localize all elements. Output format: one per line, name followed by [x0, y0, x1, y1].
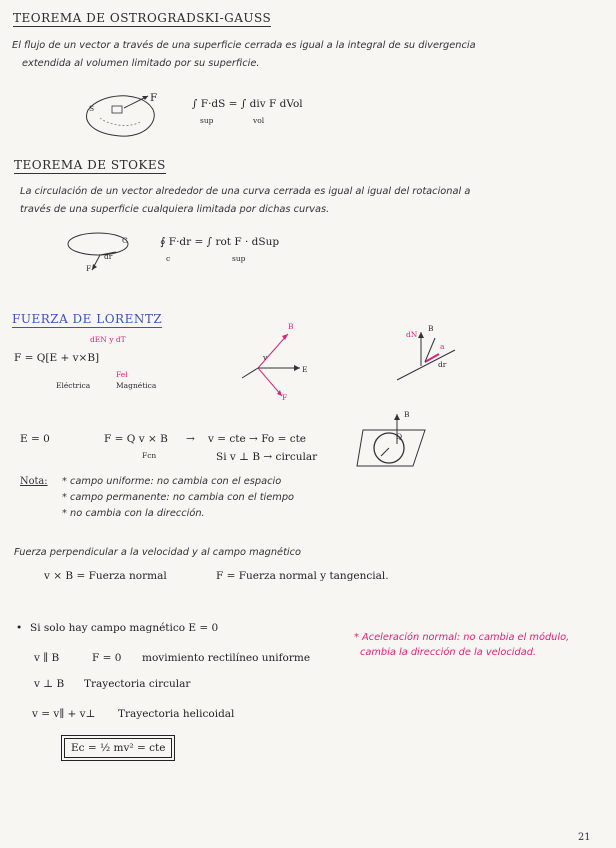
nota-label: Nota: — [20, 476, 48, 487]
gauss-fig-F: F — [150, 92, 158, 104]
lorentz-diagram-1 — [240, 318, 320, 408]
stokes-sub-sup: sup — [232, 254, 246, 263]
gauss-formula: ∫ F·dS = ∫ div F dVol — [192, 98, 303, 110]
lorentz-under-electrica: Eléctrica — [56, 381, 91, 390]
e0-label: E = 0 — [20, 433, 50, 445]
gauss-sub-vol: vol — [253, 116, 265, 125]
solo-text: Si solo hay campo magnético E = 0 — [30, 622, 219, 634]
energy-box: Ec = ½ mv² = cte — [64, 738, 172, 758]
solo-r3-left: v = v∥ + v⊥ — [32, 708, 96, 720]
lorentz-diag1-E: E — [302, 365, 308, 374]
lorentz-formula: F = Q[E + v×B] — [14, 352, 100, 364]
lorentz-diagram-3 — [355, 410, 435, 470]
lorentz-diag1-F: F — [282, 393, 288, 402]
solo-r2-left: v ⊥ B — [34, 678, 65, 690]
stokes-sub-c: c — [166, 254, 171, 263]
fuerza-line: Fuerza perpendicular a la velocidad y al campo magnético — [14, 547, 302, 558]
lorentz-under-magnetica: Magnética — [116, 381, 157, 390]
solo-r3-right: Trayectoria helicoidal — [118, 708, 235, 720]
lorentz-title: FUERZA DE LORENTZ — [12, 312, 163, 326]
solo-r1-left: v ∥ B — [34, 652, 60, 664]
solo-bullet: • — [16, 622, 23, 634]
fuerza-right: F = Fuerza normal y tangencial. — [216, 570, 389, 582]
e0-r2: Si v ⊥ B → circular — [216, 451, 318, 463]
nota-item: * campo uniforme: no cambia con el espacio — [62, 476, 282, 487]
gauss-text-line2: extendida al volumen limitado por su superficie. — [22, 58, 260, 69]
stokes-fig-C: C — [122, 236, 128, 245]
stokes-text-line2: través de una superficie cualquiera limitada por dichas curvas. — [20, 204, 330, 215]
stokes-fig-F: F — [86, 264, 92, 273]
gauss-sub-sup: sup — [200, 116, 214, 125]
nota-item: * no cambia con la dirección. — [62, 508, 205, 519]
nota-item: * campo permanente: no cambia con el tiempo — [62, 492, 295, 503]
lorentz-diag3-Q: Q — [396, 432, 403, 441]
page-number: 21 — [578, 832, 591, 843]
stokes-formula: ∮ F·dr = ∫ rot F · dSup — [160, 236, 280, 248]
solo-r2-right: Trayectoria circular — [84, 678, 191, 690]
lorentz-diag2-dr: dr — [438, 360, 447, 369]
e0-force: F = Q v × B — [104, 433, 168, 445]
stokes-text-line1: La circulación de un vector alrededor de una curva cerrada es igual al igual del rotacional a — [20, 186, 471, 197]
gauss-text-line1: El flujo de un vector a través de una superficie cerrada es igual a la integral de su divergencia — [12, 40, 476, 51]
lorentz-above: dEN y dT — [90, 335, 126, 344]
e0-arrow: → — [186, 433, 195, 445]
gauss-fig-S: S — [89, 104, 95, 113]
solo-r1-right: movimiento rectilíneo uniforme — [142, 652, 311, 664]
lorentz-diag2-a: a — [440, 342, 445, 351]
stokes-title: TEOREMA DE STOKES — [14, 158, 166, 172]
pink-note-line1: * Aceleración normal: no cambia el módulo, — [354, 632, 570, 643]
lorentz-diag2-B: B — [428, 324, 434, 333]
lorentz-under-fel: Fel — [116, 370, 128, 379]
pink-note-line2: cambia la dirección de la velocidad. — [360, 647, 537, 658]
solo-r1-mid: F = 0 — [92, 652, 122, 664]
gauss-title: TEOREMA DE OSTROGRADSKI-GAUSS — [13, 11, 272, 25]
lorentz-diag2-dN: dN — [406, 330, 418, 339]
e0-r1: v = cte → Fo = cte — [208, 433, 307, 445]
lorentz-diag1-B: B — [288, 322, 294, 331]
lorentz-diag1-v: v — [263, 353, 268, 362]
lorentz-diag3-B: B — [404, 410, 410, 419]
stokes-fig-dr: dr — [104, 252, 113, 261]
stokes-diagram — [60, 228, 140, 278]
e0-under: Fcn — [142, 451, 157, 460]
fuerza-left: v × B = Fuerza normal — [44, 570, 167, 582]
